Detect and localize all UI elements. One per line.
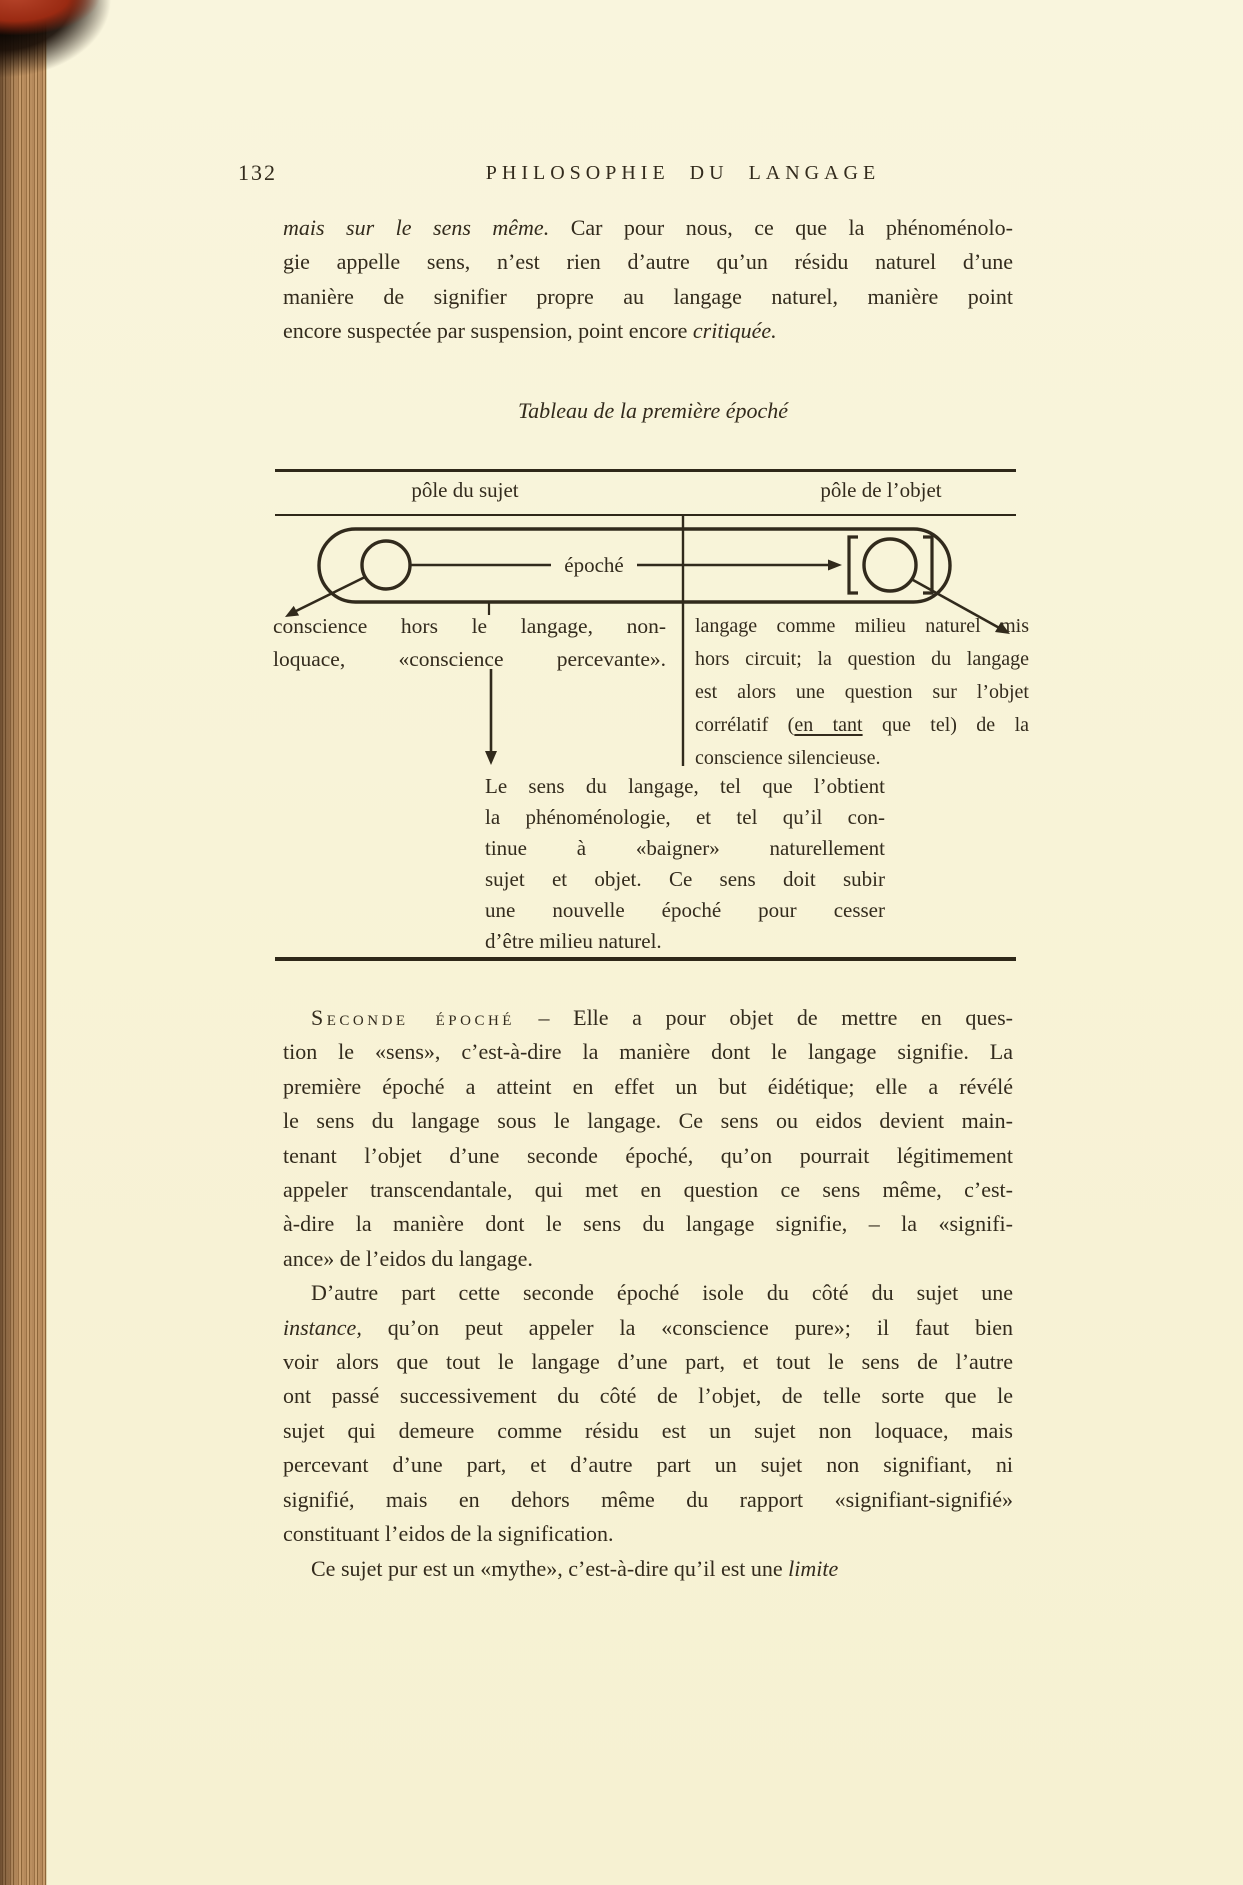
cell-subject: conscience hors le langage, non- loquace, «conscience percevante».	[273, 614, 666, 671]
arrow-down-to-center-caption-head	[485, 751, 497, 765]
table-caption: Tableau de la première époché	[517, 398, 789, 423]
table-header-subject-pole: pôle du sujet	[411, 478, 519, 502]
epoche-label: époché	[564, 553, 624, 577]
table-body	[273, 516, 1029, 957]
table-header-row	[275, 472, 1016, 514]
epoche-table	[273, 469, 1029, 961]
arrow-to-subject-caption	[292, 577, 365, 613]
body-text	[283, 1001, 1013, 1586]
object-bracket-right	[923, 537, 932, 593]
cell-object: langage comme milieu naturel mis hors circuit; la question du langage est alors une question sur l’objet corrélatif (en tant que tel) de la conscience silencieuse.	[695, 615, 1029, 769]
paragraph-dautre-part: D’autre part cette seconde époché isole du côté du sujet une instance, qu’on peut appeler la «conscience pure»; il faut bien voir alors que tout le langage d’une part, et tout le sens de l’autre ont passé successivement du côté de l’objet, de telle sorte que le sujet qui demeure comme résidu est un sujet non loquace, mais percevant d’une part, et d’autre part un sujet non signifiant, ni signifié, mais en dehors même du rapport «signifiant-signifié» constituant l’eidos de la signification.	[283, 1280, 1013, 1547]
subject-circle	[362, 541, 410, 589]
table-header-object-pole: pôle de l’objet	[820, 478, 942, 502]
object-circle	[864, 539, 916, 591]
cell-center: Le sens du langage, tel que l’obtient la phénoménologie, et tel qu’il con- tinue à «baigner» naturellement sujet et objet. Ce sens doit subir une nouvelle époché pour cesser d’être milieu naturel.	[485, 774, 885, 953]
paragraph-ce-sujet: Ce sujet pur est un «mythe», c’est-à-dire qu’il est une limite	[311, 1555, 839, 1581]
table-rule-bottom	[275, 957, 1016, 961]
epoche-arrowhead	[828, 560, 842, 571]
paragraph-seconde-epoche: Seconde époché – Elle a pour objet de mettre en ques- tion le «sens», c’est-à-dire la manière dont le langage signifie. La première époché a atteint en effet un but éidétique; elle a révélé le sens du langage sous le langage. Ce sens ou eidos devient main- tenant l’objet d’une seconde époché, qu’on pourrait légitimement appeler transcendantale, qui met en question ce sens même, c’est- à-dire la manière dont le sens du langage signifie, – la «signifi- ance» de l’eidos du langage.	[283, 1005, 1013, 1271]
page-number: 132	[238, 160, 277, 185]
book-page-edge-strip	[0, 0, 47, 1885]
object-bracket-left	[849, 537, 858, 593]
book-cover-corner	[0, 0, 108, 50]
running-title: PHILOSOPHIE DU LANGAGE	[485, 162, 881, 184]
intro-paragraph: mais sur le sens même. Car pour nous, ce que la phénoménolo- gie appelle sens, n’est rien d’autre qu’un résidu naturel d’une manière de signifier propre au langage naturel, manière point encore suspectée par suspension, point encore critiquée.	[283, 215, 1013, 344]
